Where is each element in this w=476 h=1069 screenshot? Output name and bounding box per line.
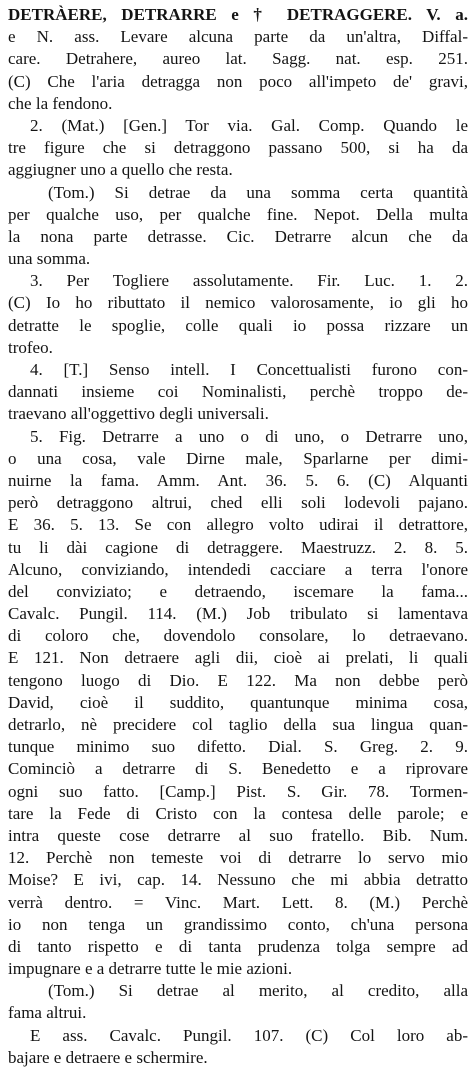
- text-line: del conviziato; e detraendo, iscemare la fama...: [8, 581, 468, 601]
- text-line: nuirne la fama. Amm. Ant. 36. 5. 6. (C) Alquanti: [8, 470, 468, 490]
- text-line: trofeo.: [8, 337, 53, 357]
- text-line: E ass. Cavalc. Pungil. 107. (C) Col loro ab-: [30, 1025, 468, 1045]
- headword-line: DETRÀERE, DETRARRE e † DETRAGGERE. V. a.: [8, 5, 468, 24]
- sense-3-line: 3. Per Togliere assolutamente. Fir. Luc. 1. 2.: [30, 271, 468, 291]
- text-line: però detraggono altrui, ched elli soli lodevoli pajano.: [8, 493, 468, 513]
- text-line: fama altrui.: [8, 1003, 87, 1023]
- text-line: io non tenga un grandissimo conto, ch'una persona: [8, 914, 468, 934]
- text-line: impugnare e a detrarre tutte le mie azioni.: [8, 959, 293, 979]
- text-line: tengono luogo di Dio. E 122. Ma non debbe però: [8, 670, 468, 690]
- text-line: (Tom.) Si detrae da una somma certa quantità: [48, 182, 468, 202]
- text-line: (C) Io ho ributtato il nemico valorosamente, io gli ho: [8, 293, 468, 313]
- text-line: David, cioè il suddito, quantunque minima cosa,: [8, 692, 468, 712]
- text-line: bajare e detraere e schermire.: [8, 1047, 208, 1067]
- text-line: per qualche uso, per qualche fine. Nepot. Della multa: [8, 204, 468, 224]
- text-line: la nona parte detrasse. Cic. Detrarre alcun che da: [8, 226, 468, 246]
- text-line: di coloro che, dovendolo consolare, lo detraevano.: [8, 626, 468, 646]
- text-line: intra queste cose detrarre al suo fratello. Bib. Num.: [8, 825, 468, 845]
- text-line: care. Detrahere, aureo lat. Sagg. nat. esp. 251.: [8, 49, 468, 69]
- text-line: 12. Perchè non temeste voi di detrarre lo servo mio: [8, 848, 468, 868]
- text-line: o una cosa, vale Dirne male, Sparlarne per dimi-: [8, 448, 468, 468]
- text-line: (Tom.) Si detrae al merito, al credito, alla: [48, 981, 468, 1001]
- text-line: Alcuno, conviziando, intendedi cacciare a terra l'onore: [8, 559, 468, 579]
- text-line: che la fendono.: [8, 93, 113, 113]
- text-line: traevano all'oggettivo degli universali.: [8, 404, 269, 424]
- text-line: di tanto rispetto e di tanta prudenza tolga sempre ad: [8, 936, 468, 956]
- text-line: E 36. 5. 13. Se con allegro volto udirai il detrattore,: [8, 515, 468, 535]
- text-line: dannati insieme coi Nominalisti, perchè troppo de-: [8, 382, 468, 402]
- sense-4-line: 4. [T.] Senso intell. I Concettualisti furono con-: [30, 360, 468, 379]
- text-line: detrarlo, nè precidere col taglio della sua lingua quan-: [8, 715, 468, 734]
- text-line: (C) Che l'aria detragga non poco all'impeto de' gravi,: [8, 71, 468, 91]
- sense-5-line: 5. Fig. Detrarre a uno o di uno, o Detrarre uno,: [30, 426, 468, 446]
- text-line: Cavalc. Pungil. 114. (M.) Job tribulato si lamentava: [8, 604, 468, 624]
- text-line: e N. ass. Levare alcuna parte da un'altra, Diffal-: [8, 27, 468, 47]
- text-line: tu li dài cagione di detraggere. Maestruzz. 2. 8. 5.: [8, 537, 468, 557]
- text-line: Cominciò a detrarre di S. Benedetto e a riprovare: [8, 759, 468, 779]
- sense-2-line: 2. (Mat.) [Gen.] Tor via. Gal. Comp. Quando le: [30, 115, 468, 135]
- text-line: aggiugner uno a quello che resta.: [8, 160, 233, 180]
- text-line: verrà dentro. = Vinc. Mart. Lett. 8. (M.) Perchè: [8, 892, 468, 912]
- text-line: Moise? E ivi, cap. 14. Nessuno che mi abbia detratto: [8, 870, 468, 890]
- text-line: tare la Fede di Cristo con la contesa delle parole; e: [8, 803, 468, 823]
- text-line: tre figure che si detraggono passano 500, si ha da: [8, 138, 468, 158]
- text-line: detratte le spoglie, colle quali io possa rizzare un: [8, 315, 468, 335]
- text-line: ogni suo fatto. [Camp.] Pist. S. Gir. 78. Tormen-: [8, 781, 468, 801]
- text-line: una somma.: [8, 249, 91, 269]
- text-line: E 121. Non detraere agli dii, cioè ai prelati, li quali: [8, 648, 468, 668]
- text-line: tunque minimo suo difetto. Dial. S. Greg. 2. 9.: [8, 737, 468, 757]
